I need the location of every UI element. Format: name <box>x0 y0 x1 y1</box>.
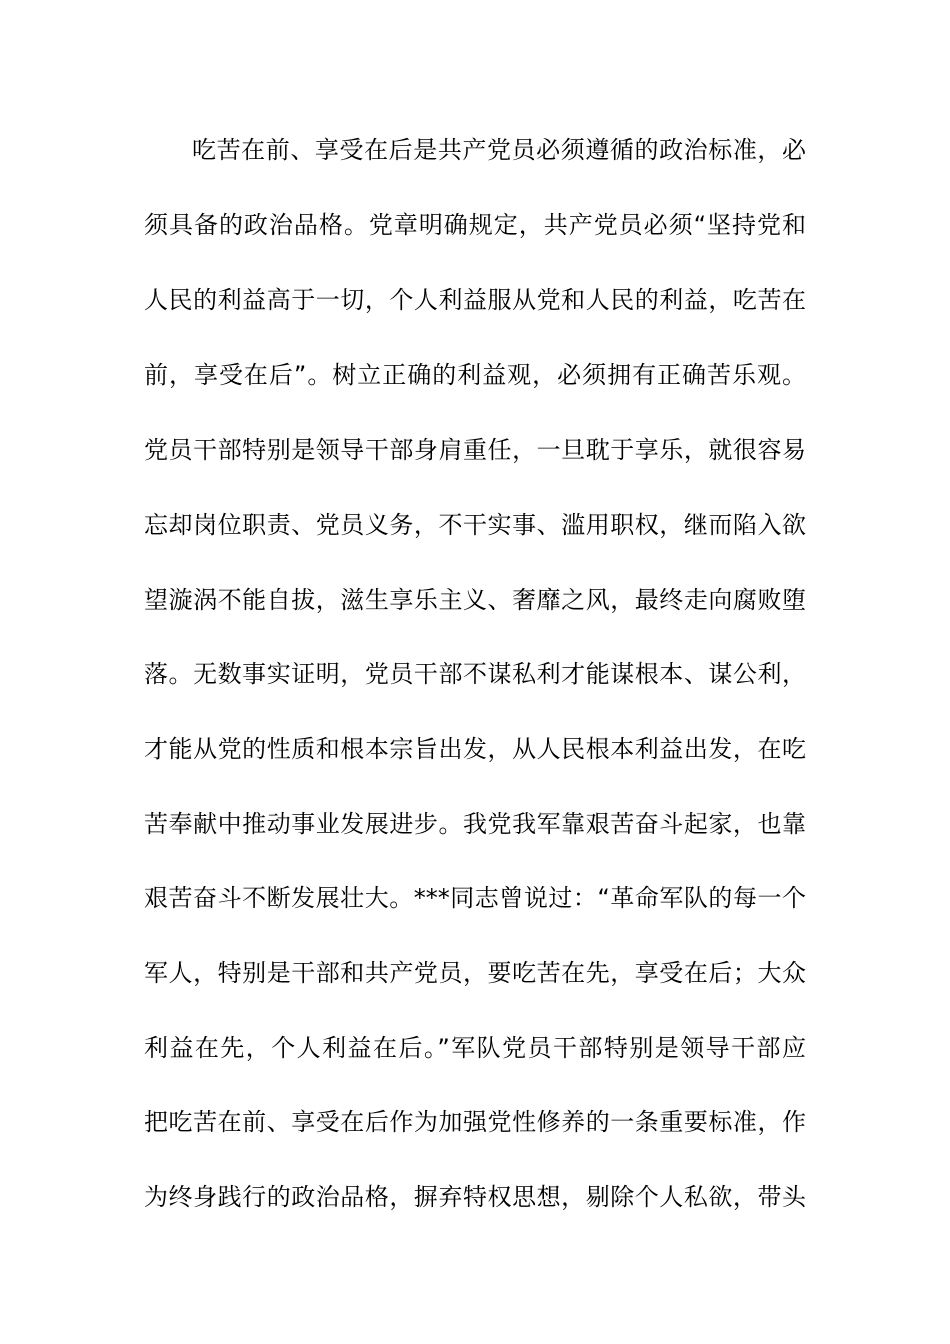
paragraph-line: 落。无数事实证明，党员干部不谋私利才能谋根本、谋公利， <box>144 660 806 688</box>
paragraph-line: 忘却岗位职责、党员义务，不干实事、滥用职权，继而陷入欲 <box>144 511 806 539</box>
paragraph-line: 艰苦奋斗不断发展壮大。***同志曾说过：“革命军队的每一个 <box>144 884 806 912</box>
paragraph-line: 军人，特别是干部和共产党员，要吃苦在先，享受在后；大众 <box>144 959 806 987</box>
paragraph-line: 把吃苦在前、享受在后作为加强党性修养的一条重要标准，作 <box>144 1108 806 1136</box>
paragraph-line: 为终身践行的政治品格，摒弃特权思想，剔除个人私欲，带头 <box>144 1183 806 1211</box>
paragraph-line: 须具备的政治品格。党章明确规定，共产党员必须“坚持党和 <box>144 211 806 239</box>
paragraph-line: 前，享受在后”。树立正确的利益观，必须拥有正确苦乐观。 <box>144 361 806 389</box>
paragraph-line: 苦奉献中推动事业发展进步。我党我军靠艰苦奋斗起家，也靠 <box>144 810 806 838</box>
paragraph-line: 党员干部特别是领导干部身肩重任，一旦耽于享乐，就很容易 <box>144 436 806 464</box>
paragraph-line: 才能从党的性质和根本宗旨出发，从人民根本利益出发，在吃 <box>144 735 806 763</box>
paragraph-line: 利益在先，个人利益在后。”军队党员干部特别是领导干部应 <box>144 1034 806 1062</box>
paragraph-line: 人民的利益高于一切，个人利益服从党和人民的利益，吃苦在 <box>144 286 806 314</box>
paragraph-line: 望漩涡不能自拔，滋生享乐主义、奢靡之风，最终走向腐败堕 <box>144 586 806 614</box>
paragraph-line: 吃苦在前、享受在后是共产党员必须遵循的政治标准，必 <box>192 136 806 164</box>
